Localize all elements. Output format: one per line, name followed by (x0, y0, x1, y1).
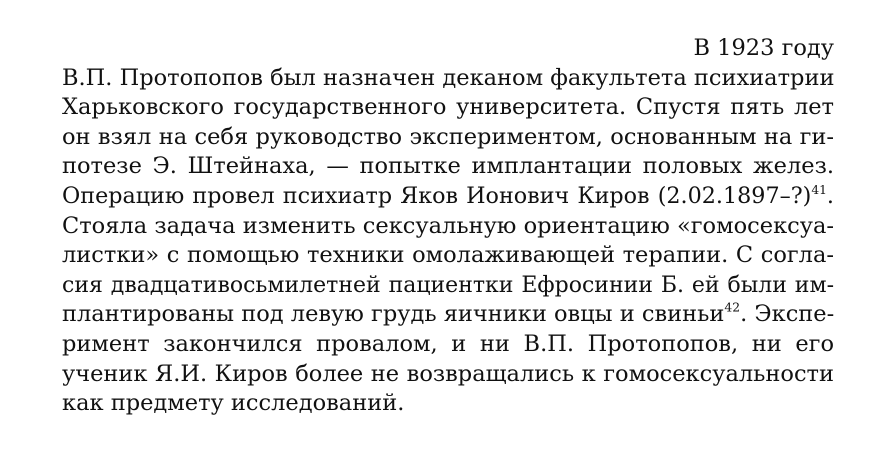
paragraph-line: Стояла задача изменить сексуальную ориентацию «гомосексуа- (62, 212, 834, 239)
paragraph-line: он взял на себя руководство экспериментом, основанным на ги- (62, 123, 834, 150)
paragraph-line: В.П. Протопопов был назначен деканом факультета психиатрии (62, 64, 835, 91)
line-text-tail: . Экспе- (740, 301, 835, 328)
footnote-marker: 42 (724, 301, 741, 316)
line-text-tail: . (826, 182, 834, 209)
paragraph-last-line: как предмету исследований. (62, 390, 405, 417)
paragraph-line: римент закончился провалом, и ни В.П. Протопопов, ни его (62, 330, 834, 357)
paragraph-line-with-footnote (62, 300, 834, 330)
line-text: плантированы под левую грудь яичники овцы и свиньи (62, 301, 725, 328)
paragraph-line: листки» с помощью техники омолаживающей терапии. С согла- (62, 242, 834, 269)
paragraph-line-with-footnote (62, 182, 834, 212)
paragraph-line: ученик Я.И. Киров более не возвращались к гомосексуальности (62, 360, 834, 387)
line-text: Операцию провел психиатр Яков Ионович Киров (2.02.1897–?) (62, 182, 812, 209)
paragraph-line: потезе Э. Штейнаха, — попытке имплантации половых желез. (62, 153, 834, 180)
paragraph-line: сия двадцативосьмилетней пациентки Ефросинии Б. ей были им- (62, 272, 834, 298)
heading-fragment: В 1923 году (693, 35, 834, 61)
paragraph-line: Харьковского государственного университета. Спустя пять лет (62, 94, 834, 121)
footnote-marker: 41 (811, 182, 827, 197)
document-page (62, 34, 834, 419)
